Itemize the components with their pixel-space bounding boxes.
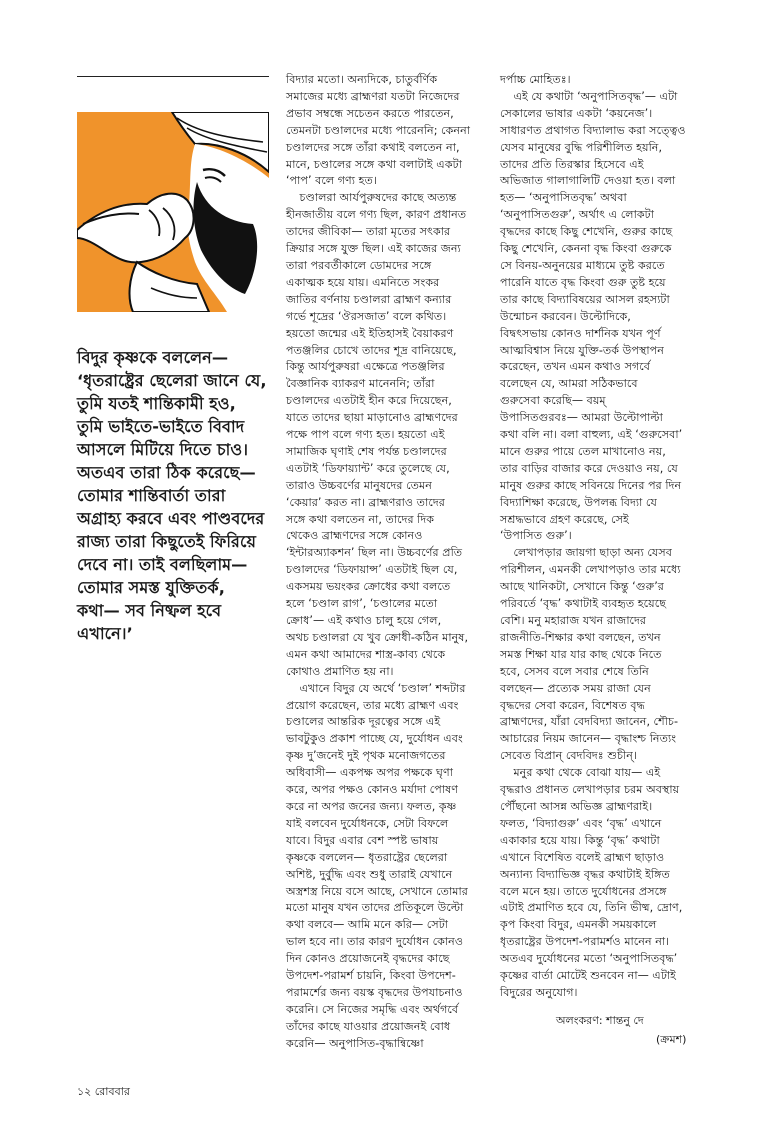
paragraph: এই যে কথাটা ‘অনুপাসিতবৃদ্ধ’— এটা সেকালের ভাষার একটা ‘কয়নেজ’। সাধারণত প্রথাগত বিদ্যালাভ করা সত্ত্বেও যেসব মানুষের বুদ্ধি পরিশীলিত হয়নি, তাদের প্রতি তিরস্কার হিসেবে এই অভিজাত গালাগালিটি দেওয়া হত। বলা হত— ‘অনুপাসিতবৃদ্ধ’ অথবা ‘অনুপাসিতগুরু’, অর্থাৎ এ লোকটা বৃদ্ধদের কাছে কিছু শেখেনি, গুরুর কাছে কিছু শেখেনি, কেননা বৃদ্ধ কিংবা গুরুকে সে বিনয়-অনুনয়ের মাধ্যমে তুষ্ট করতে পারেনি যাতে বৃদ্ধ কিংবা গুরু তুষ্ট হয়ে তার কাছে বিদ্যাবিষয়ের আসল রহস্যটা উন্মোচন করবেন। উল্টোদিকে, বিদ্বৎসভায় কোনও দার্শনিক যখন পূর্ণ আত্মবিশ্বাস নিয়ে যুক্তি-তর্ক উপস্থাপন করেছেন, তখন এমন কথাও সগর্বে বলেছেন যে, আমরা সঠিকভাবে গুরুসেবা করেছি— বয়ম্ উপাসিতগুরবঃ— আমরা উল্টোপাল্টা কথা বলি না। বলা বাহুল্য, এই ‘গুরুসেবা’ মানে গুরুর পায়ে তেল মাখানোও নয়, তার বাড়ির বাজার করে দেওয়াও নয়, যে মানুষ গুরুর কাছে সবিনয়ে দিনের পর দিন বিদ্যাশিক্ষা করেছে, উপলব্ধ বিদ্যা যে সশ্রদ্ধভাবে গ্রহণ করেছে, সেই ‘উপাসিত গুরু’। (500, 89, 686, 543)
paragraph: বিদ্যার মতো। অন্যদিকে, চাতুর্বর্ণিক সমাজের মধ্যে ব্রাহ্মণরা যতটা নিজেদের প্রভাব সম্বন্ধে সচেতন করতে পারতেন, তেমনটা চণ্ডালদের মধ্যে পারেননি; কেননা চণ্ডালদের সঙ্গে তাঁরা কথাই বলতেন না, মানে, চণ্ডালের সঙ্গে কথা বলাটাই একটা ‘পাপ’ বলে গণ্য হত। (286, 73, 471, 188)
paragraph: এখানে বিদুর যে অর্থে ‘চণ্ডাল’ শব্দটার প্রয়োগ করেছেন, তার মধ্যে ব্রাহ্মণ এবং চণ্ডালের আন্তরিক দূরত্বের সঙ্গে এই ভাবটুকুও প্রকাশ পাচ্ছে যে, দুর্যোধন এবং কৃষ্ণ দু’জনেই দুই পৃথক মনোজগতের অধিবাসী— একপক্ষ অপর পক্ষকে ঘৃণা করে, অপর পক্ষও কোনও মর্যাদা পোষণ করে না অপর জনের জন্য। ফলত, কৃষ্ণ যাই বলবেন দুর্যোধনকে, সেটা বিফলে যাবে। বিদুর এবার বেশ স্পষ্ট ভাষায় কৃষ্ণকে বললেন— ধৃতরাষ্ট্রের ছেলেরা অশিষ্ট, দুর্বুদ্ধি এবং শুধু তারাই যেখানে অস্ত্রশস্ত্র নিয়ে বসে আছে, সেখানে তোমার মতো মানুষ যখন তাদের প্রতিকূলে উল্টো কথা বলবে— আমি মনে করি— সেটা ভাল হবে না। তার কারণ দুর্যোধন কোনও দিন কোনও প্রয়োজনেই বৃদ্ধদের কাছে উপদেশ-পরামর্শ চায়নি, কিংবা উপদেশ- পরামর্শের জন্য বয়স্ক বৃদ্ধদের উপযাচনাও করেনি। সে নিজের সমৃদ্ধি এবং অর্থগর্বে তাঁদের কাছে যাওয়ার প্রয়োজনই বোধ করেনি— অনুপাসিত-বৃদ্ধান্বিষ্ণো (286, 681, 468, 1050)
page-folio: ১২ রোববার (77, 1085, 130, 1098)
paragraph: দর্পাচ্চ মোহিতঃ। (500, 73, 571, 86)
illustration-drawing (77, 112, 269, 312)
continued-note: (ক্রমশ) (656, 1033, 687, 1046)
article-column-2 (500, 72, 700, 1002)
paragraph: মনুর কথা থেকে বোঝা যায়— এই বৃদ্ধরাও প্রধানত লেখাপড়ার চরম অবস্থায় পৌঁছনো আসন্ন অভিজ্ঞ ব্রাহ্মণরাই। ফলত, ‘বিদ্যাগুরু’ এবং ‘বৃদ্ধ’ এখানে একাকার হয়ে যায়। কিন্তু ‘বৃদ্ধ’ কথাটা এখানে বিশেষিত বলেই ব্রাহ্মণ ছাড়াও অন্যান্য বিদ্যাভিজ্ঞ বৃদ্ধর কথাটাই ইঙ্গিত বলে মনে হয়। তাতে দুর্যোধনের প্রসঙ্গে এটাই প্রমাণিত হবে যে, তিনি ভীষ্ম, দ্রোণ, কৃপ কিংবা বিদুর, এমনকী সময়কালে ধৃতরাষ্ট্রের উপদেশ-পরামর্শও মানেন না। অতএব দুর্যোধনের মতো ‘অনুপাসিতবৃদ্ধ’ কৃষ্ণের বার্তা মোটেই শুনবেন না— এটাই বিদুরের অনুযোগ। (500, 766, 683, 999)
article-column-1 (286, 72, 486, 1053)
pull-quote: বিদুর কৃষ্ণকে বললেন— ‘ধৃতরাষ্ট্রের ছেলেরা জানে যে, তুমি যতই শান্তিকামী হও, তুমি ভাইতে-ভাইতে বিবাদ আসলে মিটিয়ে দিতে চাও। অতএব তারা ঠিক করেছে— তোমার শান্তিবার্তা তারা অগ্রাহ্য করবে এবং পাণ্ডবদের রাজ্য তারা কিছুতেই ফিরিয়ে দেবে না। তাই বলছিলাম— তোমার সমস্ত যুক্তিতর্ক, কথা— সব নিষ্ফল হবে এখানে।’ (77, 348, 267, 643)
illustration-credit: অলংকরণ: শান্তনু দে (556, 1014, 644, 1027)
paragraph: লেখাপড়ার জায়গা ছাড়া অন্য যেসব পরিশীলন, এমনকী লেখাপড়াও তার মধ্যে আছে খানিকটা, সেখানে কিন্তু ‘গুরু’র পরিবর্তে ‘বৃদ্ধ’ কথাটাই ব্যবহৃত হয়েছে বেশি। মনু মহারাজ যখন রাজাদের রাজনীতি-শিক্ষার কথা বলছেন, তখন সমস্ত শিক্ষা যার যার কাছ থেকে নিতে হবে, সেসব বলে সবার শেষে তিনি বলছেন— প্রত্যেক সময় রাজা যেন বৃদ্ধদের সেবা করেন, বিশেষত বৃদ্ধ ব্রাহ্মণদের, যাঁরা বেদবিদ্যা জানেন, শৌচ- আচারের নিয়ম জানেন— বৃদ্ধাংশ্চ নিত্যং সেবেত বিপ্রান্ বেদবিদঃ শুচীন্। (500, 546, 681, 763)
illustration-bearded-man (77, 112, 269, 312)
paragraph: চণ্ডালরা আর্যপুরুষদের কাছে অত্যন্ত হীনজাতীয় বলে গণ্য ছিল, কারণ প্রধানত তাদের জীবিকা— তারা মৃতের সৎকার ক্রিয়ার সঙ্গে যুক্ত ছিল। এই কাজের জন্য তারা পরবর্তীকালে ডোমদের সঙ্গে একাত্মক হয়ে যায়। এমনিতে সংকর জাতির বর্ণনায় চণ্ডালরা ব্রাহ্মণ কন্যার গর্ভে শূদ্রের ‘ঔরসজাত’ বলে কথিত। হয়তো জন্মের এই ইতিহাসই বৈয়াকরণ পতঞ্জলির চোখে তাদের শূদ্র বানিয়েছে, কিন্তু আর্যপুরুষরা এক্ষেত্রে পতঞ্জলির বৈজ্ঞানিক ব্যাকরণ মানেননি; তাঁরা চণ্ডালদের এতটাই হীন করে দিয়েছেন, যাতে তাদের ছায়া মাড়ানোও ব্রাহ্মণদের পক্ষে পাপ বলে গণ্য হত। হয়তো এই সামাজিক ঘৃণাই শেষ পর্যন্ত চণ্ডালদের এতটাই ‘ডিফায়্যান্ট’ করে তুলেছে যে, তারাও উচ্চবর্ণের মানুষদের তেমন ‘কেয়ার’ করত না। ব্রাহ্মণরাও তাদের সঙ্গে কথা বলতেন না, তাদের দিক থেকেও ব্রাহ্মণদের সঙ্গে কোনও ‘ইন্টারঅ্যাকশন’ ছিল না। উচ্চবর্ণের প্রতি চণ্ডালদের ‘ডিফায়ান্স’ এতটাই ছিল যে, একসময় ভয়ংকর ক্রোধের কথা বলতে হলে ‘চণ্ডাল রাগ’, ‘চণ্ডালের মতো ক্রোধ’— এই কথাও চালু হয়ে গেল, অথচ চণ্ডালরা যে খুব ক্রোধী-কঠিন মানুষ, এমন কথা আমাদের শাস্ত্র-কাব্য থেকে কোথাও প্রমাণিত হয় না। (286, 191, 468, 678)
top-rule (77, 76, 269, 77)
